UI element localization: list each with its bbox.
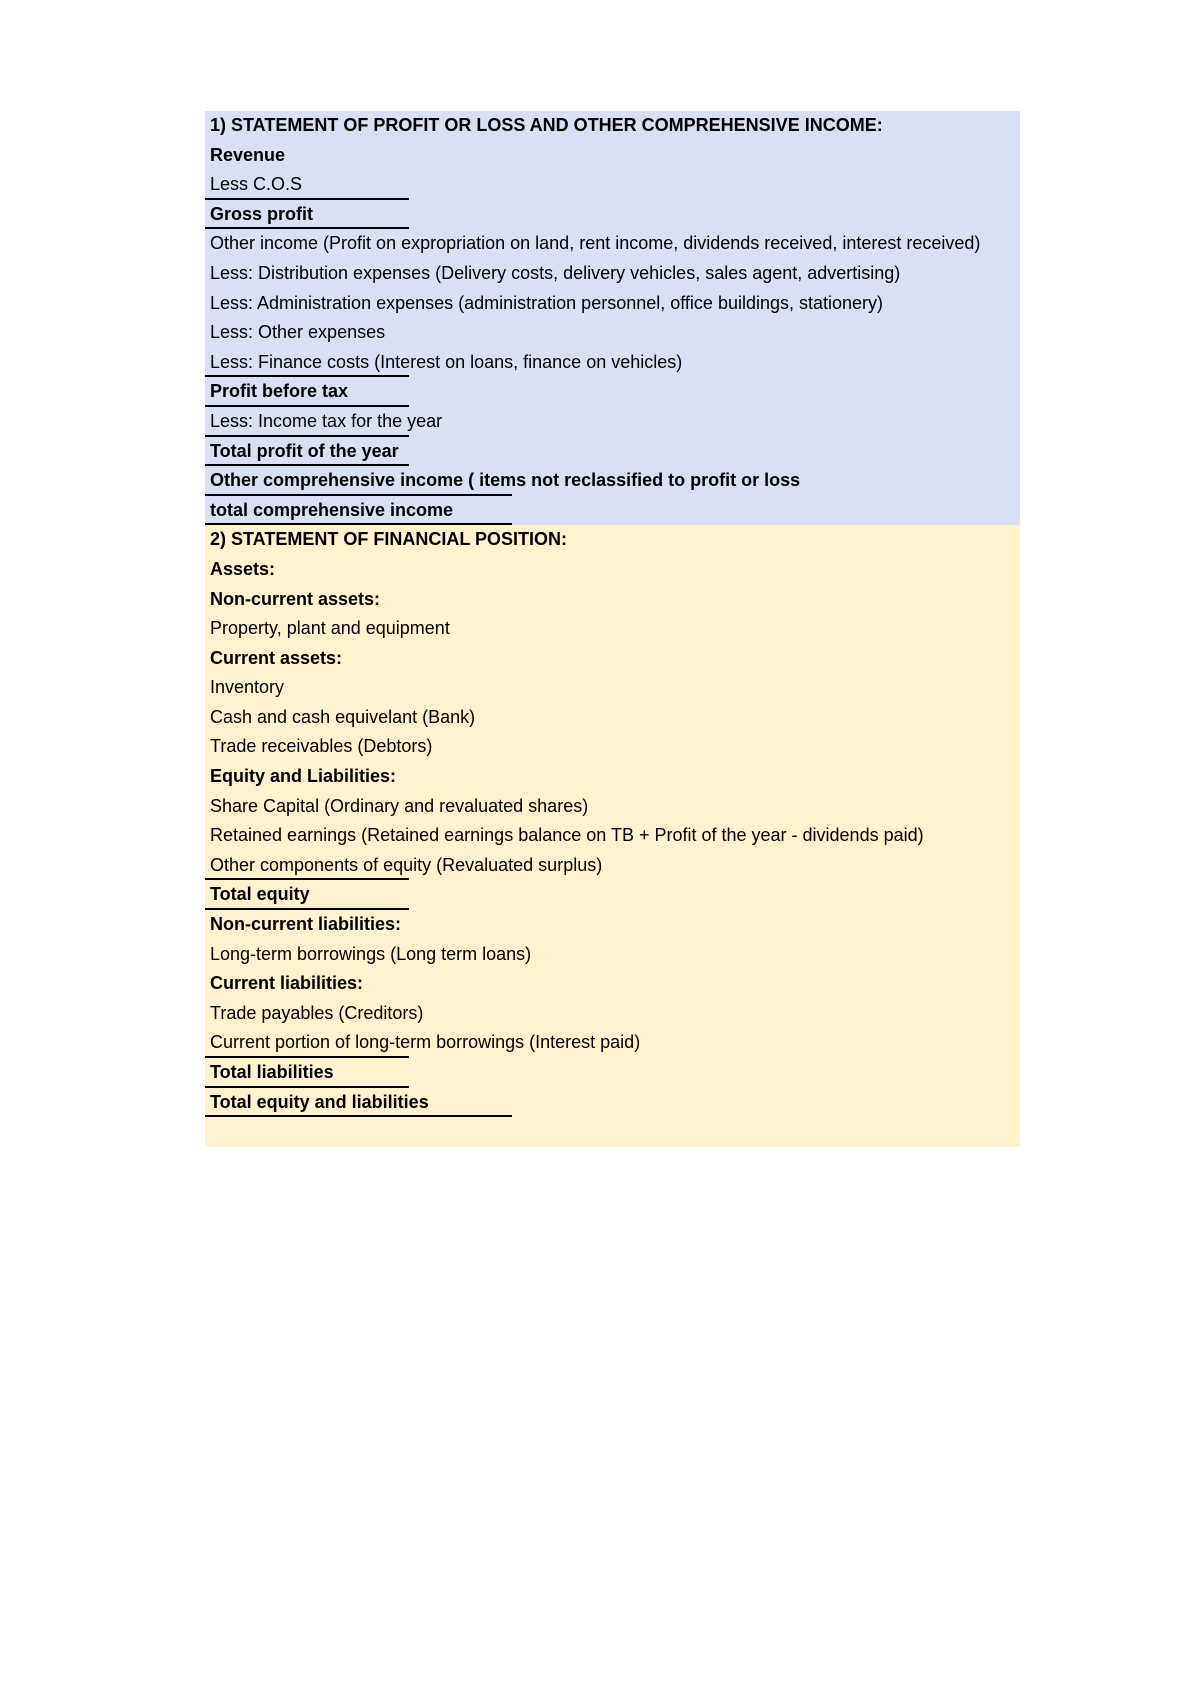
financial-position-row-10: Share Capital (Ordinary and revaluated shares) — [210, 795, 589, 816]
financial-position-row-8: Trade receivables (Debtors) — [210, 736, 433, 757]
income-statement-row-14: total comprehensive income — [205, 496, 1020, 526]
income-statement-row-9: Less: Finance costs (Interest on loans, finance on vehicles) — [205, 348, 1020, 378]
income-statement-row-13: Other comprehensive income ( items not reclassified to profit or loss — [205, 466, 1020, 496]
income-statement-row-5: Other income (Profit on expropriation on land, rent income, dividends received, interest received) — [210, 233, 981, 254]
income-statement-row-3: Less C.O.S — [205, 170, 1020, 200]
financial-position-row-12: Other components of equity (Revaluated surplus) — [205, 851, 1020, 881]
spreadsheet-page — [205, 111, 1020, 1147]
income-statement-row-6: Less: Distribution expenses (Delivery costs, delivery vehicles, sales agent, advertising) — [210, 262, 901, 283]
financial-position-row-3: Non-current assets: — [210, 588, 381, 609]
income-statement-row-1: 1) STATEMENT OF PROFIT OR LOSS AND OTHER COMPREHENSIVE INCOME: — [210, 115, 883, 135]
income-statement-row-7: Less: Administration expenses (administration personnel, office buildings, stationery) — [210, 292, 884, 313]
income-statement-section — [205, 111, 1020, 525]
financial-position-row-9: Equity and Liabilities: — [210, 766, 397, 787]
financial-position-row-15: Long-term borrowings (Long term loans) — [210, 943, 532, 964]
financial-position-empty-row — [205, 1117, 1020, 1147]
income-statement-row-10: Profit before tax — [205, 377, 1020, 407]
financial-position-row-5: Current assets: — [210, 647, 343, 668]
financial-position-row-20: Total equity and liabilities — [205, 1088, 1020, 1118]
financial-position-row-1: 2) STATEMENT OF FINANCIAL POSITION: — [210, 529, 567, 550]
financial-position-row-2: Assets: — [210, 558, 276, 579]
financial-position-row-18: Current portion of long-term borrowings (Interest paid) — [205, 1028, 1020, 1058]
income-statement-row-8: Less: Other expenses — [210, 322, 386, 343]
financial-position-row-17: Trade payables (Creditors) — [210, 1002, 424, 1023]
financial-position-row-19: Total liabilities — [205, 1058, 1020, 1088]
income-statement-row-12: Total profit of the year — [205, 437, 1020, 467]
income-statement-row-4: Gross profit — [205, 200, 1020, 230]
financial-position-row-11: Retained earnings (Retained earnings balance on TB + Profit of the year - dividends paid) — [210, 825, 924, 846]
financial-position-row-14: Non-current liabilities: — [210, 914, 402, 935]
financial-position-row-16: Current liabilities: — [210, 973, 364, 994]
financial-position-row-4: Property, plant and equipment — [210, 618, 450, 639]
income-statement-row-11: Less: Income tax for the year — [205, 407, 1020, 437]
income-statement-row-2: Revenue — [210, 144, 286, 165]
financial-position-row-7: Cash and cash equivelant (Bank) — [210, 706, 476, 727]
financial-position-row-13: Total equity — [205, 880, 1020, 910]
financial-position-section — [205, 525, 1020, 1147]
financial-position-row-6: Inventory — [210, 677, 285, 698]
